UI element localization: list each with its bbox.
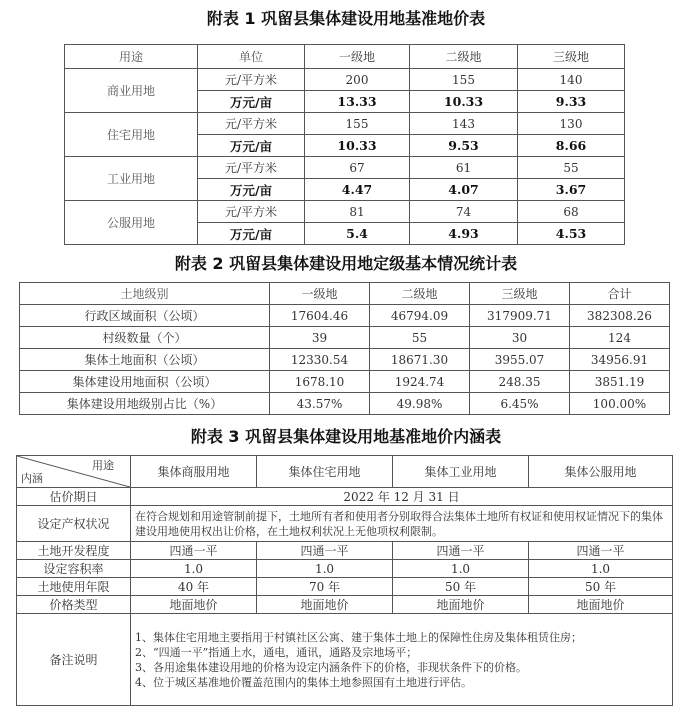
stat-cell: 18671.30 bbox=[370, 349, 470, 371]
note-line: 4、位于城区基准地价覆盖范围内的集体土地参照国有土地进行评估。 bbox=[135, 675, 472, 689]
unit-cell: 万元/亩 bbox=[198, 223, 305, 245]
unit-cell: 万元/亩 bbox=[198, 135, 305, 157]
table-row bbox=[20, 349, 670, 371]
stat-cell: 124 bbox=[570, 327, 670, 349]
price-cell: 5.4 bbox=[305, 223, 410, 245]
table2-header-row bbox=[20, 283, 670, 305]
table-row bbox=[17, 560, 673, 578]
price-cell: 4.47 bbox=[305, 179, 410, 201]
content-cell: 1.0 bbox=[529, 560, 673, 578]
date-value: 2022 年 12 月 31 日 bbox=[131, 488, 673, 506]
row-label: 村级数量（个） bbox=[20, 327, 270, 349]
table2-header-grade2: 二级地 bbox=[370, 283, 470, 305]
stat-cell: 49.98% bbox=[370, 393, 470, 415]
price-cell: 68 bbox=[518, 201, 625, 223]
price-cell: 61 bbox=[410, 157, 518, 179]
table1-title: 附表 1 巩留县集体建设用地基准地价表 bbox=[206, 9, 486, 28]
price-cell: 10.33 bbox=[410, 91, 518, 113]
row-label: 行政区域面积（公顷） bbox=[20, 305, 270, 327]
table1-header-grade2: 二级地 bbox=[410, 45, 518, 69]
price-cell: 8.66 bbox=[518, 135, 625, 157]
table3-header-commercial: 集体商服用地 bbox=[131, 456, 257, 488]
table-row bbox=[17, 578, 673, 596]
stat-cell: 100.00% bbox=[570, 393, 670, 415]
corner-label-content: 内涵 bbox=[21, 472, 43, 485]
table1-header-grade3: 三级地 bbox=[518, 45, 625, 69]
row-label: 土地开发程度 bbox=[17, 542, 131, 560]
table-row bbox=[17, 596, 673, 614]
content-cell: 1.0 bbox=[393, 560, 529, 578]
stat-cell: 317909.71 bbox=[470, 305, 570, 327]
unit-cell: 元/平方米 bbox=[198, 157, 305, 179]
price-cell: 3.67 bbox=[518, 179, 625, 201]
stat-cell: 382308.26 bbox=[570, 305, 670, 327]
price-cell: 55 bbox=[518, 157, 625, 179]
row-label: 集体建设用地面积（公顷） bbox=[20, 371, 270, 393]
stat-cell: 43.57% bbox=[270, 393, 370, 415]
content-cell: 地面地价 bbox=[257, 596, 393, 614]
price-cell: 143 bbox=[410, 113, 518, 135]
content-cell: 1.0 bbox=[131, 560, 257, 578]
unit-cell: 万元/亩 bbox=[198, 91, 305, 113]
stat-cell: 30 bbox=[470, 327, 570, 349]
unit-cell: 元/平方米 bbox=[198, 69, 305, 91]
content-cell: 地面地价 bbox=[131, 596, 257, 614]
row-label: 价格类型 bbox=[17, 596, 131, 614]
rights-value: 在符合规划和用途管制前提下，土地所有者和使用者分别取得合法集体土地所有权证和使用权证情况下的集体建设用地使用权出让价格，在土地权利状况上无他项权利限制。 bbox=[131, 506, 673, 542]
table-row bbox=[17, 614, 673, 706]
table-row bbox=[17, 542, 673, 560]
use-label-industrial: 工业用地 bbox=[65, 157, 198, 201]
price-cell: 4.53 bbox=[518, 223, 625, 245]
table3-header-row bbox=[17, 456, 673, 488]
stat-cell: 34956.91 bbox=[570, 349, 670, 371]
table-row bbox=[65, 157, 625, 179]
content-cell: 地面地价 bbox=[393, 596, 529, 614]
stat-cell: 1678.10 bbox=[270, 371, 370, 393]
table1 bbox=[64, 44, 625, 245]
content-cell: 70 年 bbox=[257, 578, 393, 596]
stat-cell: 39 bbox=[270, 327, 370, 349]
row-label: 设定容积率 bbox=[17, 560, 131, 578]
table3-header-public: 集体公服用地 bbox=[529, 456, 673, 488]
stat-cell: 6.45% bbox=[470, 393, 570, 415]
note-line: 1、集体住宅用地主要指用于村镇社区公寓、建于集体土地上的保障性住房及集体租赁住房； bbox=[135, 630, 582, 644]
table-row bbox=[20, 327, 670, 349]
price-cell: 81 bbox=[305, 201, 410, 223]
table3-corner-cell bbox=[17, 456, 131, 488]
content-cell: 四通一平 bbox=[131, 542, 257, 560]
stat-cell: 12330.54 bbox=[270, 349, 370, 371]
table1-header-row bbox=[65, 45, 625, 69]
table3-header-residential: 集体住宅用地 bbox=[257, 456, 393, 488]
content-cell: 40 年 bbox=[131, 578, 257, 596]
unit-cell: 元/平方米 bbox=[198, 113, 305, 135]
price-cell: 155 bbox=[410, 69, 518, 91]
table1-header-unit: 单位 bbox=[198, 45, 305, 69]
corner-label-use: 用途 bbox=[92, 459, 114, 472]
table-row bbox=[65, 113, 625, 135]
price-cell: 74 bbox=[410, 201, 518, 223]
rights-label: 设定产权状况 bbox=[17, 506, 131, 542]
content-cell: 四通一平 bbox=[529, 542, 673, 560]
table2-header-grade1: 一级地 bbox=[270, 283, 370, 305]
stat-cell: 17604.46 bbox=[270, 305, 370, 327]
row-label: 集体土地面积（公顷） bbox=[20, 349, 270, 371]
unit-cell: 元/平方米 bbox=[198, 201, 305, 223]
row-label: 集体建设用地级别占比（%） bbox=[20, 393, 270, 415]
notes-cell bbox=[131, 614, 673, 706]
price-cell: 155 bbox=[305, 113, 410, 135]
content-cell: 四通一平 bbox=[257, 542, 393, 560]
table3 bbox=[16, 455, 673, 706]
table-row bbox=[65, 201, 625, 223]
table-row bbox=[17, 488, 673, 506]
table-row bbox=[65, 69, 625, 91]
table1-header-use: 用途 bbox=[65, 45, 198, 69]
content-cell: 50 年 bbox=[529, 578, 673, 596]
use-label-commercial: 商业用地 bbox=[65, 69, 198, 113]
notes-label: 备注说明 bbox=[17, 614, 131, 706]
price-cell: 67 bbox=[305, 157, 410, 179]
stat-cell: 3955.07 bbox=[470, 349, 570, 371]
stat-cell: 248.35 bbox=[470, 371, 570, 393]
table3-title: 附表 3 巩留县集体建设用地基准地价内涵表 bbox=[190, 427, 502, 446]
price-cell: 10.33 bbox=[305, 135, 410, 157]
table2-header-level: 土地级别 bbox=[20, 283, 270, 305]
price-cell: 13.33 bbox=[305, 91, 410, 113]
table2-title: 附表 2 巩留县集体建设用地定级基本情况统计表 bbox=[174, 254, 518, 273]
price-cell: 9.53 bbox=[410, 135, 518, 157]
use-label-public: 公服用地 bbox=[65, 201, 198, 245]
price-cell: 4.07 bbox=[410, 179, 518, 201]
table2-header-total: 合计 bbox=[570, 283, 670, 305]
table-row bbox=[20, 371, 670, 393]
content-cell: 四通一平 bbox=[393, 542, 529, 560]
content-cell: 地面地价 bbox=[529, 596, 673, 614]
price-cell: 130 bbox=[518, 113, 625, 135]
date-label: 估价期日 bbox=[17, 488, 131, 506]
stat-cell: 1924.74 bbox=[370, 371, 470, 393]
table2 bbox=[19, 282, 670, 415]
price-cell: 9.33 bbox=[518, 91, 625, 113]
price-cell: 4.93 bbox=[410, 223, 518, 245]
use-label-residential: 住宅用地 bbox=[65, 113, 198, 157]
table2-header-grade3: 三级地 bbox=[470, 283, 570, 305]
stat-cell: 46794.09 bbox=[370, 305, 470, 327]
content-cell: 50 年 bbox=[393, 578, 529, 596]
content-cell: 1.0 bbox=[257, 560, 393, 578]
table-row bbox=[20, 305, 670, 327]
stat-cell: 3851.19 bbox=[570, 371, 670, 393]
table-row bbox=[20, 393, 670, 415]
row-label: 土地使用年限 bbox=[17, 578, 131, 596]
table-row bbox=[17, 506, 673, 542]
table1-header-grade1: 一级地 bbox=[305, 45, 410, 69]
note-line: 3、各用途集体建设用地的价格为设定内涵条件下的价格，非现状条件下的价格。 bbox=[135, 660, 527, 674]
unit-cell: 万元/亩 bbox=[198, 179, 305, 201]
stat-cell: 55 bbox=[370, 327, 470, 349]
price-cell: 140 bbox=[518, 69, 625, 91]
table3-header-industrial: 集体工业用地 bbox=[393, 456, 529, 488]
price-cell: 200 bbox=[305, 69, 410, 91]
note-line: 2、“四通一平”指通上水，通电，通讯，通路及宗地场平； bbox=[135, 645, 418, 659]
